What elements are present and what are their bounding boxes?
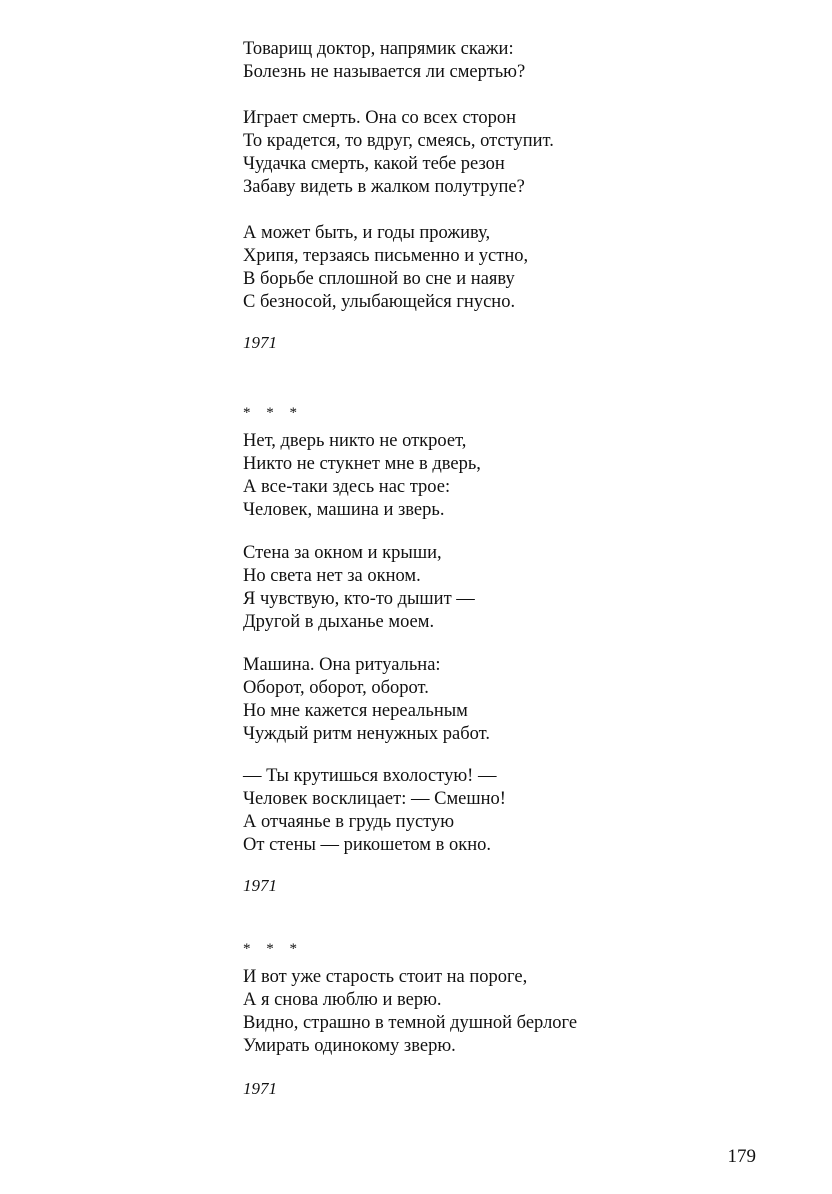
poem-line: Забаву видеть в жалком полутрупе? xyxy=(243,177,525,197)
poem-line: От стены — рикошетом в окно. xyxy=(243,835,492,855)
poem-line: Играет смерть. Она со всех сторон xyxy=(243,108,517,128)
poem-line: Стена за окном и крыши, xyxy=(243,543,442,563)
poem-line: Но света нет за окном. xyxy=(243,566,421,586)
poem-line: В борьбе сплошной во сне и наяву xyxy=(243,269,515,289)
section-separator: * * * xyxy=(243,405,303,421)
poem-line: С безносой, улыбающейся гнусно. xyxy=(243,292,516,312)
poem-line: Чуждый ритм ненужных работ. xyxy=(243,724,490,744)
poem-year: 1971 xyxy=(243,1079,277,1098)
poem-line: Болезнь не называется ли смертью? xyxy=(243,62,526,82)
poem-line: Я чувствую, кто-то дышит — xyxy=(243,589,475,609)
poem-year: 1971 xyxy=(243,876,277,895)
poem-line: А отчаянье в грудь пустую xyxy=(243,812,455,832)
poem-line: — Ты крутишься вхолостую! — xyxy=(243,766,497,786)
poem-line: Чудачка смерть, какой тебе резон xyxy=(243,154,505,174)
poem-line: Товарищ доктор, напрямик скажи: xyxy=(243,39,514,59)
poem-line: И вот уже старость стоит на пороге, xyxy=(243,967,528,987)
poem-line: Человек восклицает: — Смешно! xyxy=(243,789,506,809)
poem-line: Человек, машина и зверь. xyxy=(243,500,445,520)
poem-line: Другой в дыханье моем. xyxy=(243,612,435,632)
poem-line: Нет, дверь никто не откроет, xyxy=(243,431,467,451)
poem-year: 1971 xyxy=(243,333,277,352)
poem-line: А все-таки здесь нас трое: xyxy=(243,477,451,497)
poem-line: Машина. Она ритуальна: xyxy=(243,655,441,675)
section-separator: * * * xyxy=(243,941,303,957)
poem-line: Видно, страшно в темной душной берлоге xyxy=(243,1013,578,1033)
poem-line: Оборот, оборот, оборот. xyxy=(243,678,429,698)
poem-line: Но мне кажется нереальным xyxy=(243,701,468,721)
poem-line: Никто не стукнет мне в дверь, xyxy=(243,454,481,474)
poem-line: Хрипя, терзаясь письменно и устно, xyxy=(243,246,529,266)
poem-line: Умирать одинокому зверю. xyxy=(243,1036,456,1056)
poem-line: А я снова люблю и верю. xyxy=(243,990,442,1010)
poem-line: А может быть, и годы проживу, xyxy=(243,223,491,243)
page-number: 179 xyxy=(727,1146,756,1167)
poem-line: То крадется, то вдруг, смеясь, отступит. xyxy=(243,131,554,151)
